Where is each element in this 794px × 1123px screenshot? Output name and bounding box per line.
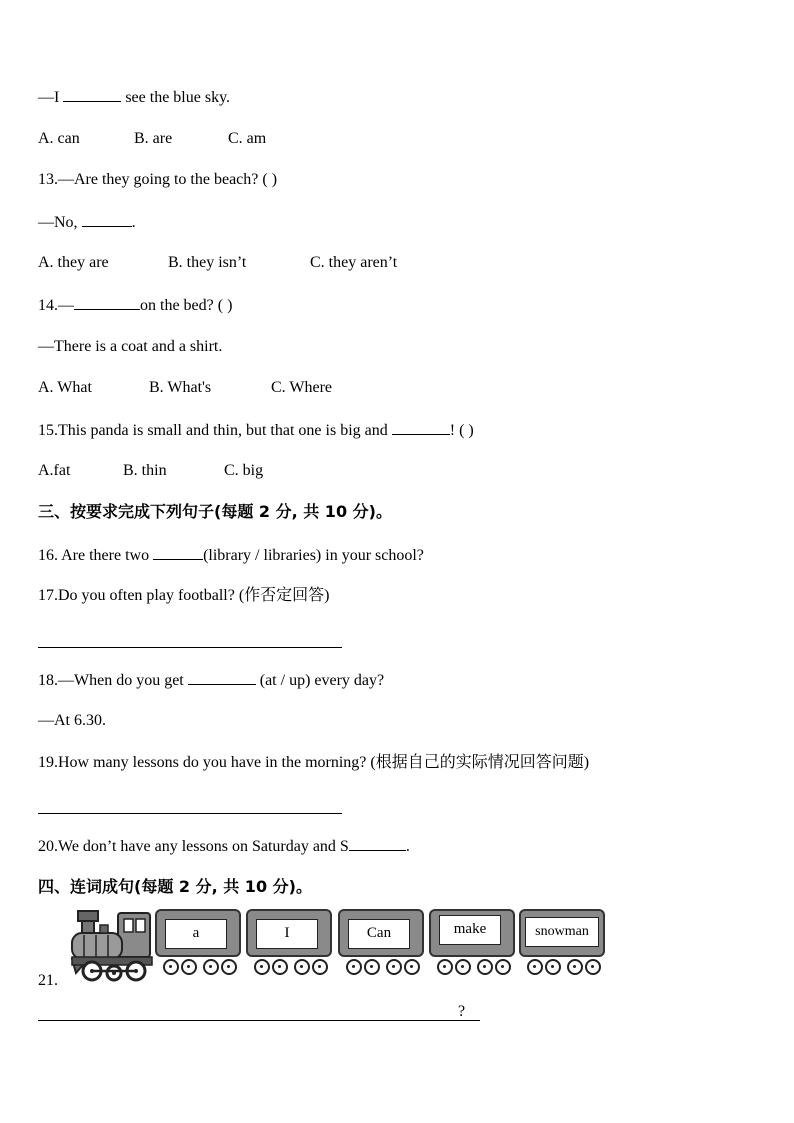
q13-answer-line <box>38 212 136 233</box>
q17-question: 17.Do you often play football? (作否定回答) <box>38 587 330 604</box>
q13-suffix: . <box>131 214 136 231</box>
q18-prefix: 18.—When do you get <box>38 672 184 689</box>
car-wheels <box>433 959 515 977</box>
q14-prefix: 14.— <box>38 297 74 314</box>
q12-blank[interactable] <box>63 87 121 102</box>
q14-options <box>38 378 332 398</box>
q12-option-c[interactable]: C. am <box>228 130 267 147</box>
q19-question: 19.How many lessons do you have in the morning? (根据自己的实际情况回答问题) <box>38 754 590 771</box>
q13-options <box>38 253 397 273</box>
word-card[interactable]: make <box>439 915 501 945</box>
q16-suffix: (library / libraries) in your school? <box>203 547 424 564</box>
q14-option-b[interactable]: B. What's <box>149 379 212 396</box>
q14-option-a[interactable]: A. What <box>38 379 92 396</box>
train-car[interactable] <box>338 907 424 965</box>
word-card[interactable]: Can <box>348 919 410 949</box>
train-car[interactable] <box>246 907 332 965</box>
car-wheels <box>250 959 332 977</box>
q13-blank[interactable] <box>82 212 132 227</box>
q13-option-b[interactable]: B. they isn’t <box>168 254 247 271</box>
train-car[interactable] <box>429 907 515 965</box>
q12-option-b[interactable]: B. are <box>134 130 173 147</box>
q15-blank[interactable] <box>392 420 450 435</box>
q16-blank[interactable] <box>153 545 203 560</box>
q12-option-a[interactable]: A. can <box>38 130 80 147</box>
q21-number: 21. <box>38 972 58 989</box>
q20-question <box>38 836 410 857</box>
q15-question <box>38 420 474 441</box>
q15-prefix: 15.This panda is small and thin, but that one is big and <box>38 422 388 439</box>
word-card[interactable]: a <box>165 919 227 949</box>
q21-end-mark: ? <box>458 1003 466 1020</box>
q18-suffix: (at / up) every day? <box>259 672 385 689</box>
q16-prefix: 16. Are there two <box>38 547 150 564</box>
q15-option-a[interactable]: A.fat <box>38 462 71 479</box>
q20-suffix: . <box>405 838 410 855</box>
q18-blank[interactable] <box>188 670 256 685</box>
q14-option-c[interactable]: C. Where <box>271 379 333 396</box>
q19-answer-line[interactable] <box>38 813 342 814</box>
q14-question <box>38 295 232 316</box>
q12-suffix: see the blue sky. <box>125 89 231 106</box>
locomotive-icon <box>70 907 154 985</box>
q18-answer: —At 6.30. <box>38 712 106 729</box>
q16-question <box>38 545 424 566</box>
q15-option-c[interactable]: C. big <box>224 462 264 479</box>
q21-answer-line[interactable] <box>38 1020 480 1021</box>
q12-answer-line <box>38 87 230 108</box>
q17-answer-line[interactable] <box>38 647 342 648</box>
q20-blank[interactable] <box>349 836 406 851</box>
q18-question <box>38 670 384 691</box>
q14-suffix: on the bed? ( ) <box>140 297 233 314</box>
q15-suffix: ! ( ) <box>449 422 474 439</box>
car-wheels <box>159 959 241 977</box>
q15-options <box>38 461 263 481</box>
q14-answer: —There is a coat and a shirt. <box>38 338 223 355</box>
section4-heading: 四、连词成句(每题 2 分, 共 10 分)。 <box>38 877 312 896</box>
word-card[interactable]: I <box>256 919 318 949</box>
q12-prefix: —I <box>38 89 60 106</box>
train-car[interactable] <box>519 907 605 965</box>
word-card[interactable]: snowman <box>525 917 599 947</box>
section3-heading: 三、按要求完成下列句子(每题 2 分, 共 10 分)。 <box>38 502 392 521</box>
q13-option-a[interactable]: A. they are <box>38 254 109 271</box>
q13-question: 13.—Are they going to the beach? ( ) <box>38 171 278 188</box>
word-train <box>70 907 610 987</box>
car-wheels <box>342 959 424 977</box>
q13-option-c[interactable]: C. they aren’t <box>310 254 398 271</box>
train-car[interactable] <box>155 907 241 965</box>
q15-option-b[interactable]: B. thin <box>123 462 167 479</box>
q20-prefix: 20.We don’t have any lessons on Saturday and S <box>38 838 349 855</box>
q12-options <box>38 129 266 149</box>
car-wheels <box>523 959 605 977</box>
q14-blank[interactable] <box>74 295 140 310</box>
q13-prefix: —No, <box>38 214 78 231</box>
